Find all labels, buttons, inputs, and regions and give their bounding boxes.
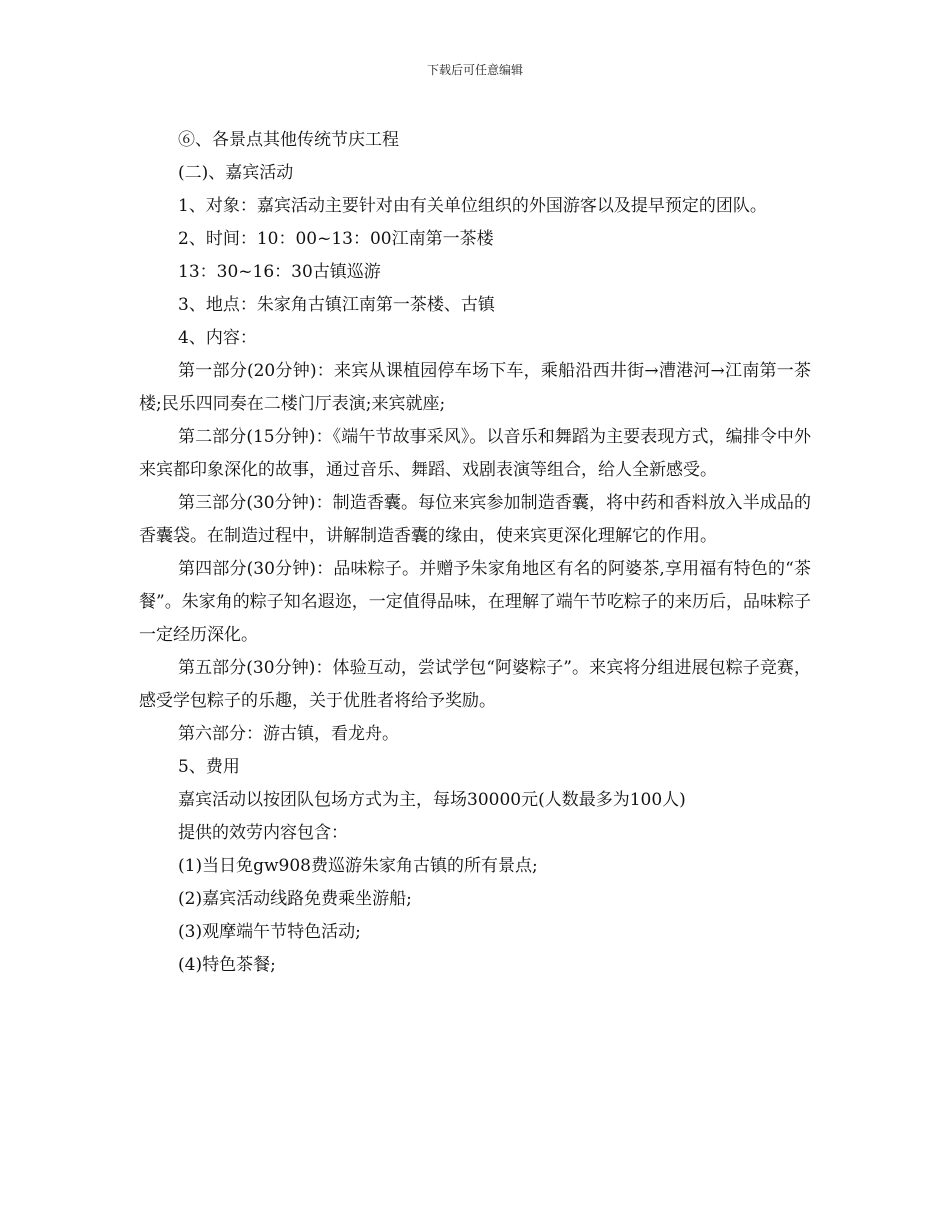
page-header: 下载后可任意编辑	[426, 63, 523, 77]
paragraph-time-continued: 13：30~16：30古镇巡游	[178, 262, 381, 282]
paragraph-services-heading: 提供的效劳内容包含：	[178, 823, 348, 843]
paragraph-fees-heading: 5、费用	[178, 757, 240, 777]
section-heading-guest-activities: (二)、嘉宾活动	[178, 163, 294, 183]
paragraph-part-two: 第二部分(15分钟)：《端午节故事采风》。以音乐和舞蹈为主要表现方式，编排令中外来宾都印象深化的故事，通过音乐、舞蹈、戏剧表演等组合，给人全新感受。	[139, 427, 811, 480]
paragraph-location: 3、地点：朱家角古镇江南第一茶楼、古镇	[178, 295, 495, 315]
paragraph-part-one: 第一部分(20分钟)：来宾从课植园停车场下车，乘船沿西井街→漕港河→江南第一茶楼;民乐四同奏在二楼门厅表演;来宾就座;	[139, 361, 811, 414]
paragraph-time: 2、时间：10：00~13：00江南第一茶楼	[178, 229, 494, 249]
service-item-2: (2)嘉宾活动线路免费乘坐游船;	[178, 889, 412, 909]
paragraph-fees: 嘉宾活动以按团队包场方式为主，每场30000元(人数最多为100人)	[178, 790, 686, 810]
paragraph-content-heading: 4、内容：	[178, 328, 257, 348]
service-item-4: (4)特色茶餐;	[178, 955, 276, 975]
paragraph-part-three: 第三部分(30分钟)：制造香囊。每位来宾参加制造香囊，将中药和香料放入半成品的香囊袋。在制造过程中，讲解制造香囊的缘由，使来宾更深化理解它的作用。	[139, 493, 811, 546]
document-body	[139, 124, 811, 982]
paragraph-target: 1、对象：嘉宾活动主要针对由有关单位组织的外国游客以及提早预定的团队。	[178, 196, 767, 216]
paragraph-part-six: 第六部分：游古镇，看龙舟。	[178, 724, 399, 744]
paragraph-part-four: 第四部分(30分钟)：品味粽子。并赠予朱家角地区有名的阿婆茶,享用福有特色的“茶餐”。朱家角的粽子知名遐迩，一定值得品味，在理解了端午节吃粽子的来历后，品味粽子一定经历深化。	[139, 559, 811, 645]
service-item-3: (3)观摩端午节特色活动;	[178, 922, 361, 942]
service-item-1: (1)当日免gw908费巡游朱家角古镇的所有景点;	[178, 856, 538, 876]
paragraph-part-five: 第五部分(30分钟)：体验互动，尝试学包“阿婆粽子”。来宾将分组进展包粽子竞赛，感受学包粽子的乐趣，关于优胜者将给予奖励。	[139, 658, 811, 711]
paragraph-scenic-spots: ⑥、各景点其他传统节庆工程	[178, 130, 399, 150]
